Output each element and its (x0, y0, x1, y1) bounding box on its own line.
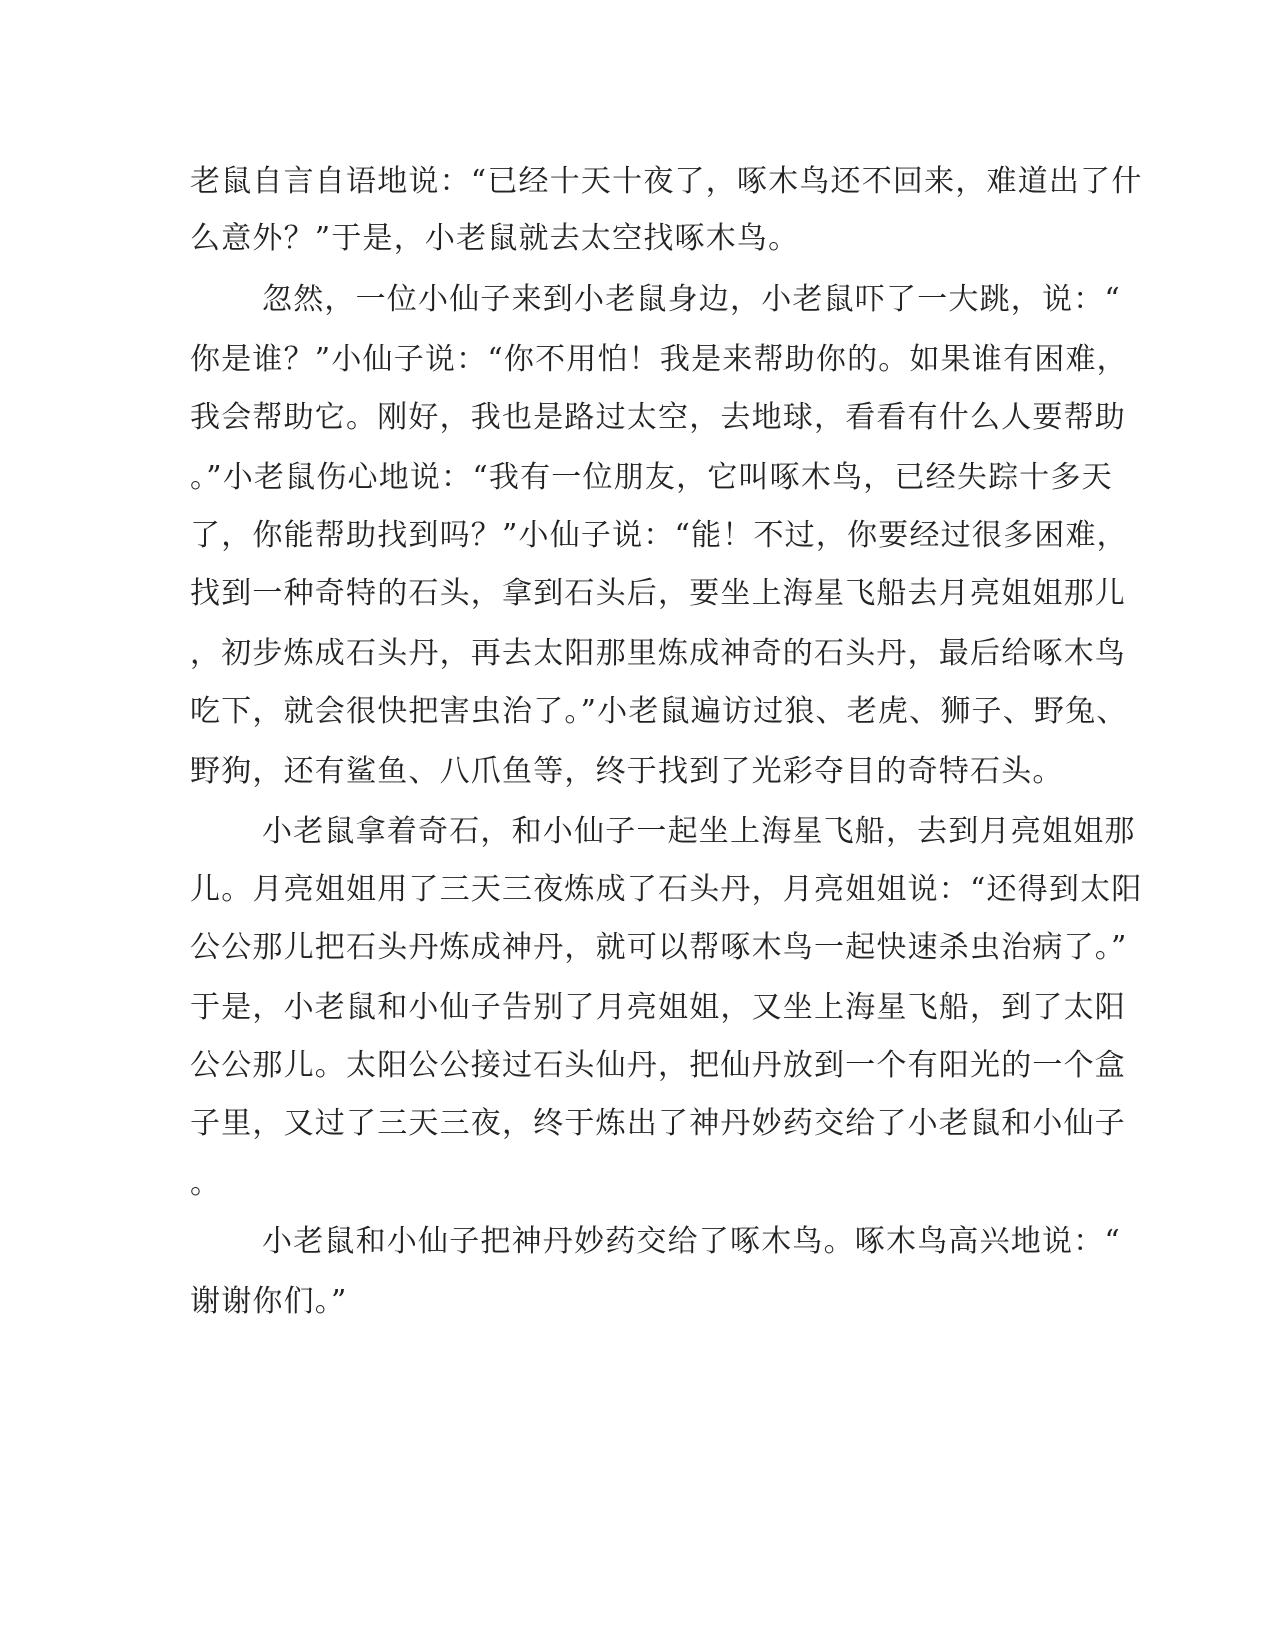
text-line: ，初步炼成石头丹，再去太阳那里炼成神奇的石头丹，最后给啄木鸟 (190, 636, 1126, 671)
text-line: 子里，又过了三天三夜，终于炼出了神丹妙药交给了小老鼠和小仙子 (190, 1106, 1126, 1141)
text-line: 于是，小老鼠和小仙子告别了月亮姐姐，又坐上海星飞船，到了太阳 (190, 990, 1126, 1025)
text-line: 公公那儿。太阳公公接过石头仙丹，把仙丹放到一个有阳光的一个盒 (190, 1048, 1126, 1083)
text-line: 。 (190, 1166, 222, 1201)
text-line: 老鼠自言自语地说：“已经十天十夜了，啄木鸟还不回来，难道出了什 (190, 164, 1143, 199)
text-line: 么意外？”于是，小老鼠就去太空找啄木鸟。 (190, 221, 800, 256)
text-line: 了，你能帮助找到吗？”小仙子说：“能！不过，你要经过很多困难， (190, 518, 1128, 553)
text-line: 。”小老鼠伤心地说：“我有一位朋友，它叫啄木鸟，已经失踪十多天 (190, 460, 1113, 495)
paragraph-start-line: 小老鼠和小仙子把神丹妙药交给了啄木鸟。啄木鸟高兴地说：“ (262, 1224, 1121, 1259)
text-line: 公公那儿把石头丹炼成神丹，就可以帮啄木鸟一起快速杀虫治病了。” (190, 930, 1128, 965)
text-line: 吃下，就会很快把害虫治了。”小老鼠遍访过狼、老虎、狮子、野兔、 (190, 694, 1128, 729)
text-line: 找到一种奇特的石头，拿到石头后，要坐上海星飞船去月亮姐姐那儿 (190, 576, 1126, 611)
text-line: 我会帮助它。刚好，我也是路过太空，去地球，看看有什么人要帮助 (190, 400, 1126, 435)
text-line: 谢谢你们。” (190, 1284, 348, 1319)
text-line: 野狗，还有鲨鱼、八爪鱼等，终于找到了光彩夺目的奇特石头。 (190, 754, 1064, 789)
text-line: 你是谁？”小仙子说：“你不用怕！我是来帮助你的。如果谁有困难， (190, 342, 1128, 377)
paragraph-start-line: 小老鼠拿着奇石，和小仙子一起坐上海星飞船，去到月亮姐姐那 (262, 814, 1136, 849)
paragraph-start-line: 忽然，一位小仙子来到小老鼠身边，小老鼠吓了一大跳，说：“ (262, 282, 1121, 317)
text-line: 儿。月亮姐姐用了三天三夜炼成了石头丹，月亮姐姐说：“还得到太阳 (190, 872, 1143, 907)
